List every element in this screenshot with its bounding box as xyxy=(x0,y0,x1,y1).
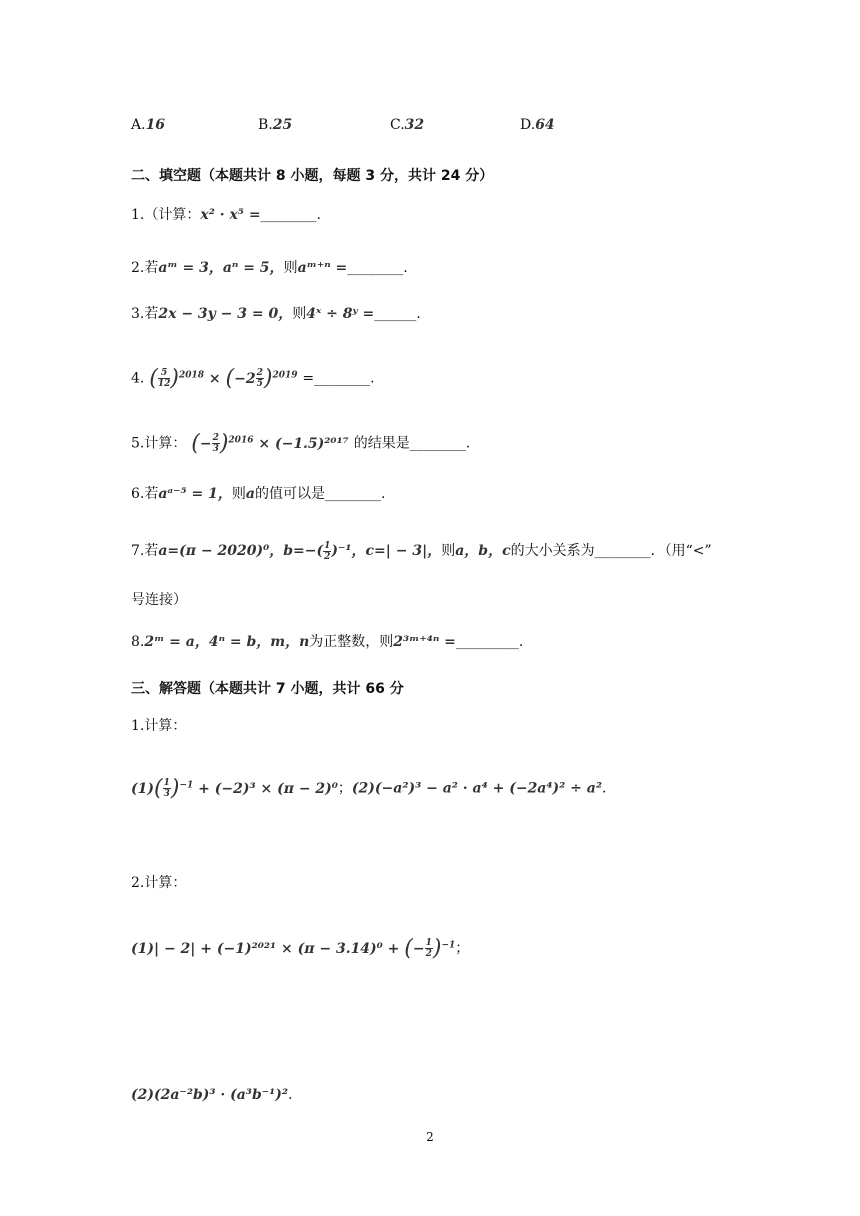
q5-suffix: 的结果是________. xyxy=(353,435,471,452)
q4-exponent-2: 2019 xyxy=(272,370,298,380)
q7-prefix: 7.若 xyxy=(131,543,159,559)
fill-question-7 xyxy=(131,536,712,566)
q4-inner: −2 xyxy=(234,370,256,387)
q7-fraction: $\frac{1}{2}$ xyxy=(324,540,331,562)
aq1-exponent: −1 xyxy=(179,780,194,790)
q5-exponent: 2016 xyxy=(228,435,254,445)
q4-blank: =________. xyxy=(302,370,375,387)
aq1-part1-label: (1) xyxy=(131,780,154,797)
q6-expression: aᵃ⁻⁵ = 1， xyxy=(158,486,232,502)
option-c xyxy=(390,117,424,133)
answer-question-2-label: 2.计算： xyxy=(131,875,187,891)
aq1-part2: (2)(−a²)³ − a² · a⁴ + (−2a⁴)² ÷ a² xyxy=(351,780,602,797)
aq2-fraction: $\frac{1}{2}$ xyxy=(425,938,432,960)
q8-blank: _________. xyxy=(455,634,524,650)
option-d-value: 64 xyxy=(535,117,555,133)
answer-question-2-part1: (1)| − 2| + (−1)²⁰²¹ × (π − 3.14)⁰ + (− $\frac{1}{2}$ )$^{-1}$； xyxy=(131,935,470,961)
q4-fraction-2: $\frac{2}{5}$ xyxy=(256,368,263,390)
option-a-letter: A. xyxy=(131,117,146,133)
answer-question-1-parts: (1)( $\frac{1}{3}$ )$^{-1}$ + (−2)³ × (π − 2)⁰；(2)(−a²)³ − a² · a⁴ + (−2a⁴)² ÷ a². xyxy=(131,775,607,801)
option-a-value: 16 xyxy=(145,117,166,133)
q1-prefix: 1.（计算： xyxy=(131,207,201,223)
q2-blank: ________. xyxy=(347,260,408,276)
q7-expression-b-start: b=−( xyxy=(283,543,324,559)
q2-mid: 则 xyxy=(283,260,298,276)
page-number: 2 xyxy=(426,1130,434,1144)
q8-mid: 为正整数，则 xyxy=(309,634,394,650)
section2-heading: 二、填空题（本题共计 8 小题，每题 3 分，共计 24 分） xyxy=(131,168,494,184)
option-c-value: 32 xyxy=(404,117,425,133)
q2-expression-2: aᵐ⁺ⁿ = xyxy=(297,260,348,276)
fill-question-8 xyxy=(131,632,523,652)
q3-expression: 2x − 3y − 3 = 0， xyxy=(158,306,293,322)
q7-expression-a: a=(π − 2020)⁰， xyxy=(158,543,284,559)
aq1-separator: ； xyxy=(337,780,352,797)
q7-suffix: 的大小关系为________．（用“<” xyxy=(510,543,712,559)
option-b-letter: B. xyxy=(258,117,273,133)
q3-mid: 则 xyxy=(292,306,307,322)
aq1-part1-rest: + (−2)³ × (π − 2)⁰ xyxy=(198,780,338,797)
fill-question-4: 4. ( $\frac{5}{12}$ )$^{2018}$ × (−2 $\frac{2}{5}$ )$^{2019}$ =________. xyxy=(131,365,375,391)
q5-fraction: $\frac{2}{3}$ xyxy=(212,433,219,455)
q3-blank: ______. xyxy=(374,306,421,322)
q2-prefix: 2.若 xyxy=(131,260,159,276)
option-a xyxy=(131,117,165,133)
q8-expression: 2ᵐ = a，4ⁿ = b，m，n xyxy=(144,634,310,650)
q6-mid: 则 xyxy=(231,486,246,502)
aq1-fraction: $\frac{1}{3}$ xyxy=(163,778,170,800)
q3-expression-2: 4ˣ ÷ 8ʸ = xyxy=(306,306,375,322)
q3-prefix: 3.若 xyxy=(131,306,159,322)
q5-minus: − xyxy=(199,435,212,452)
answer-question-2-part2 xyxy=(131,1085,292,1105)
fill-question-1 xyxy=(131,205,321,225)
aq2-part1-end: ； xyxy=(455,940,470,957)
fill-question-7-continuation: 号连接） xyxy=(131,592,187,608)
q7-variables: a，b，c xyxy=(455,543,511,559)
option-d xyxy=(520,117,555,133)
q1-blank: ________. xyxy=(260,207,321,223)
q5-prefix: 5.计算： xyxy=(131,435,187,452)
fill-question-5: 5.计算： (− $\frac{2}{3}$ )$^{2016}$ × (−1.5)²⁰¹⁷ 的结果是________. xyxy=(131,430,471,456)
fill-question-6 xyxy=(131,484,385,504)
q7-mid: 则 xyxy=(441,543,456,559)
answer-question-1-label: 1.计算： xyxy=(131,718,187,734)
q8-prefix: 8. xyxy=(131,634,145,650)
aq2-exponent: −1 xyxy=(441,940,456,950)
q4-times: × xyxy=(208,370,221,387)
q2-expression: aᵐ = 3，aⁿ = 5， xyxy=(158,260,284,276)
option-b-value: 25 xyxy=(272,117,293,133)
q1-expression: x² · x⁵ = xyxy=(200,207,261,223)
fill-question-3 xyxy=(131,304,421,324)
q7-expression-c: c=| − 3|， xyxy=(365,543,442,559)
section3-heading: 三、解答题（本题共计 7 小题，共计 66 分 xyxy=(131,681,404,697)
q4-exponent-1: 2018 xyxy=(178,370,205,380)
q6-prefix: 6.若 xyxy=(131,486,159,502)
q7-expression-b-end: )⁻¹， xyxy=(331,543,366,559)
aq2-minus: − xyxy=(412,940,425,957)
aq2-part2: (2)(2a⁻²b)³ · (a³b⁻¹)² xyxy=(131,1087,289,1103)
aq1-end: . xyxy=(601,780,607,797)
q5-expression: × (−1.5)²⁰¹⁷ xyxy=(258,435,349,452)
aq2-part2-end: . xyxy=(288,1087,293,1103)
option-c-letter: C. xyxy=(390,117,405,133)
q6-variable: a xyxy=(245,486,255,502)
option-d-letter: D. xyxy=(520,117,536,133)
q4-prefix: 4. xyxy=(131,370,145,387)
q6-suffix: 的值可以是________. xyxy=(254,486,386,502)
q4-fraction-1: $\frac{5}{12}$ xyxy=(157,368,171,390)
aq2-part1: (1)| − 2| + (−1)²⁰²¹ × (π − 3.14)⁰ + xyxy=(131,940,400,957)
fill-question-2 xyxy=(131,258,408,278)
option-b xyxy=(258,117,292,133)
q8-expression-2: 2³ᵐ⁺⁴ⁿ = xyxy=(393,634,456,650)
